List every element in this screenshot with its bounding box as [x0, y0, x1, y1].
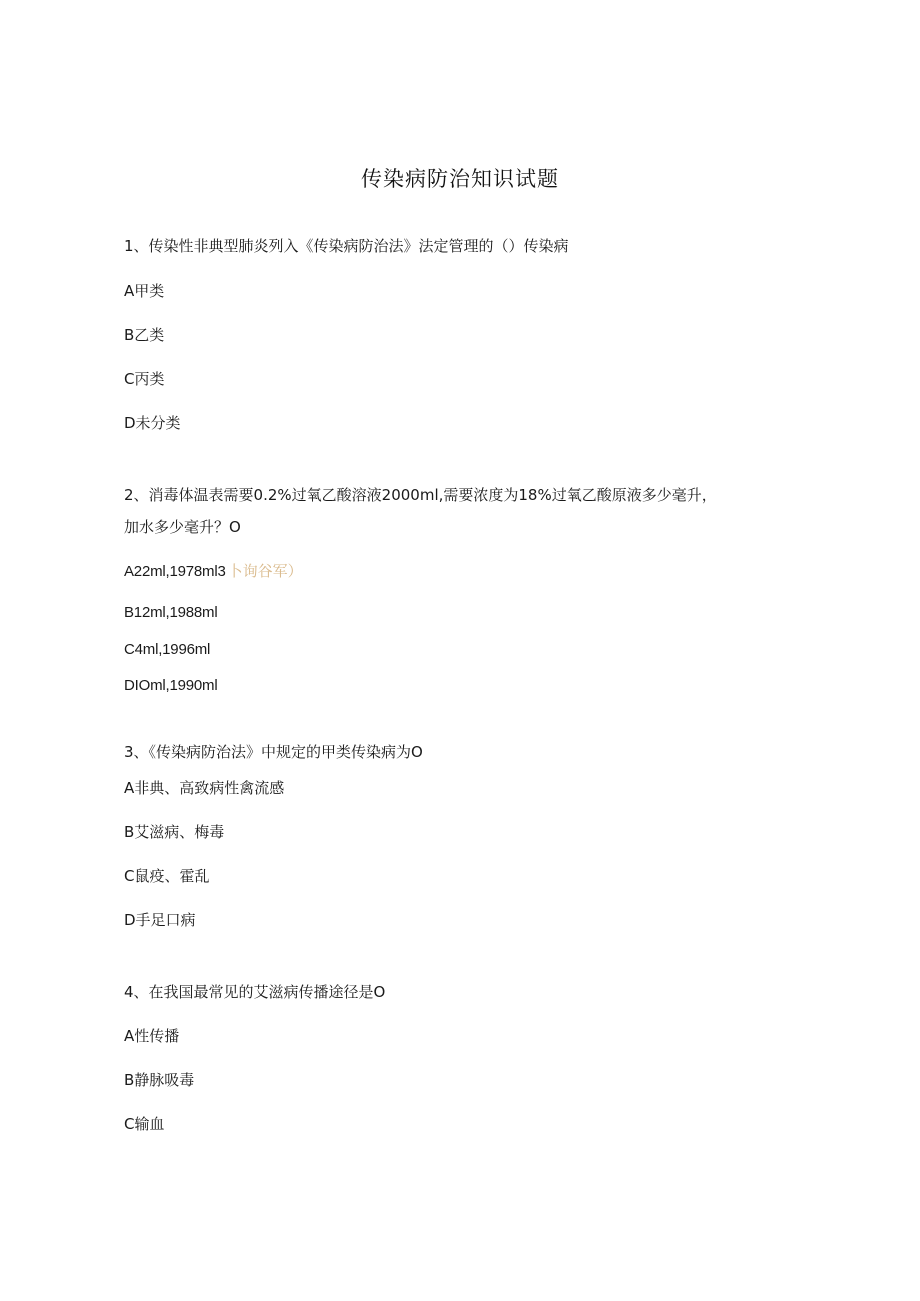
question-1-option-a: A甲类	[124, 282, 165, 300]
question-4-stem: 4、在我国最常见的艾滋病传播途径是O	[124, 983, 386, 1001]
question-4-option-b: B静脉吸毒	[124, 1071, 195, 1089]
question-3-option-a: A非典、高致病性禽流感	[124, 779, 285, 797]
question-1-stem: 1、传染性非典型肺炎列入《传染病防治法》法定管理的（）传染病	[124, 237, 569, 255]
question-3-option-b: B艾滋病、梅毒	[124, 823, 225, 841]
question-2-option-a-note: 卜询谷军）	[227, 562, 303, 580]
question-2-stem-line-1: 2、消毒体温表需要0.2%过氧乙酸溶液2000ml,需要浓度为18%过氧乙酸原液多少毫升，	[124, 486, 717, 504]
question-2-option-b: B12ml,1988ml	[124, 604, 218, 621]
question-4-option-c: C输血	[124, 1115, 165, 1133]
question-1-option-d: D未分类	[124, 414, 181, 432]
question-3-stem: 3、《传染病防治法》中规定的甲类传染病为O	[124, 743, 423, 761]
question-3-option-d: D手足口病	[124, 911, 196, 929]
question-2-option-a-row	[124, 561, 303, 582]
page-title: 传染病防治知识试题	[361, 167, 559, 191]
question-2-option-a: A22ml,1978ml3	[124, 563, 226, 580]
question-2-option-c: C4ml,1996ml	[124, 641, 211, 658]
question-2-stem-line-2: 加水多少毫升？O	[124, 518, 241, 536]
question-2-option-d: DIOml,1990ml	[124, 677, 218, 694]
question-1-option-c: C丙类	[124, 370, 165, 388]
question-1-option-b: B乙类	[124, 326, 165, 344]
question-4-option-a: A性传播	[124, 1027, 180, 1045]
question-3-option-c: C鼠疫、霍乱	[124, 867, 210, 885]
